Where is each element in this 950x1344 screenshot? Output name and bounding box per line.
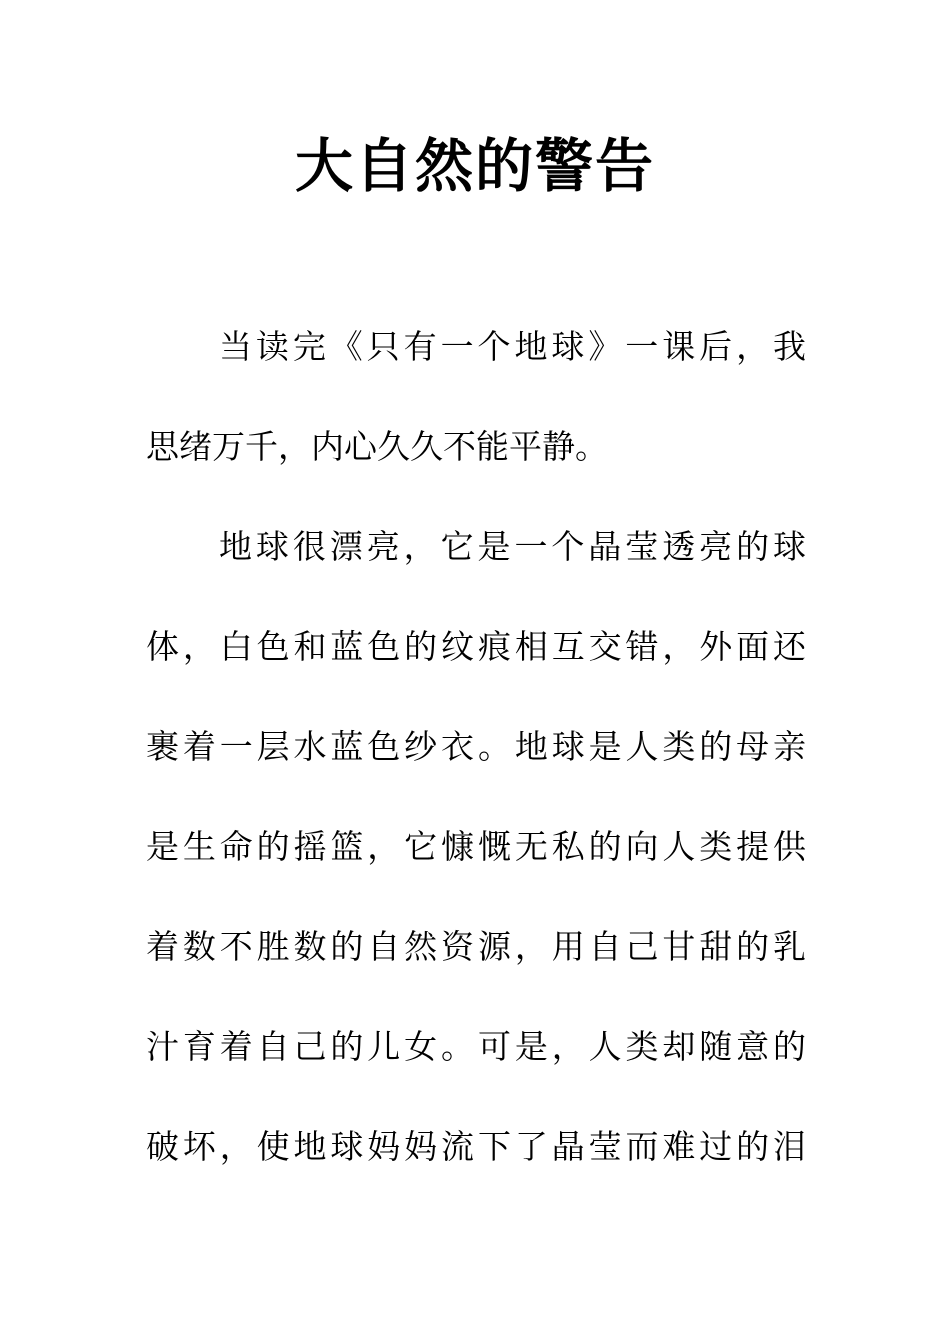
- paragraph-1-line-2: 思绪万千，内心久久不能平静。: [146, 427, 608, 466]
- paragraph-2-line-6: 汁育着自己的儿女。可是，人类却随意的: [146, 1027, 806, 1066]
- paragraph-2-line-3: 裹着一层水蓝色纱衣。地球是人类的母亲: [146, 727, 806, 766]
- paragraph-2-line-2: 体，白色和蓝色的纹痕相互交错，外面还: [146, 627, 806, 666]
- essay-body: [146, 297, 806, 1197]
- paragraph-2-line-4: 是生命的摇篮，它慷慨无私的向人类提供: [146, 827, 806, 866]
- document-title: 大自然的警告: [294, 132, 655, 200]
- paragraph-1-line-1: 当读完《只有一个地球》一课后，我: [219, 327, 806, 366]
- paragraph-2-line-5: 着数不胜数的自然资源，用自己甘甜的乳: [146, 927, 806, 966]
- paragraph-2-line-1: 地球很漂亮，它是一个晶莹透亮的球: [219, 527, 806, 566]
- paragraph-2-line-7: 破坏，使地球妈妈流下了晶莹而难过的泪: [146, 1127, 806, 1166]
